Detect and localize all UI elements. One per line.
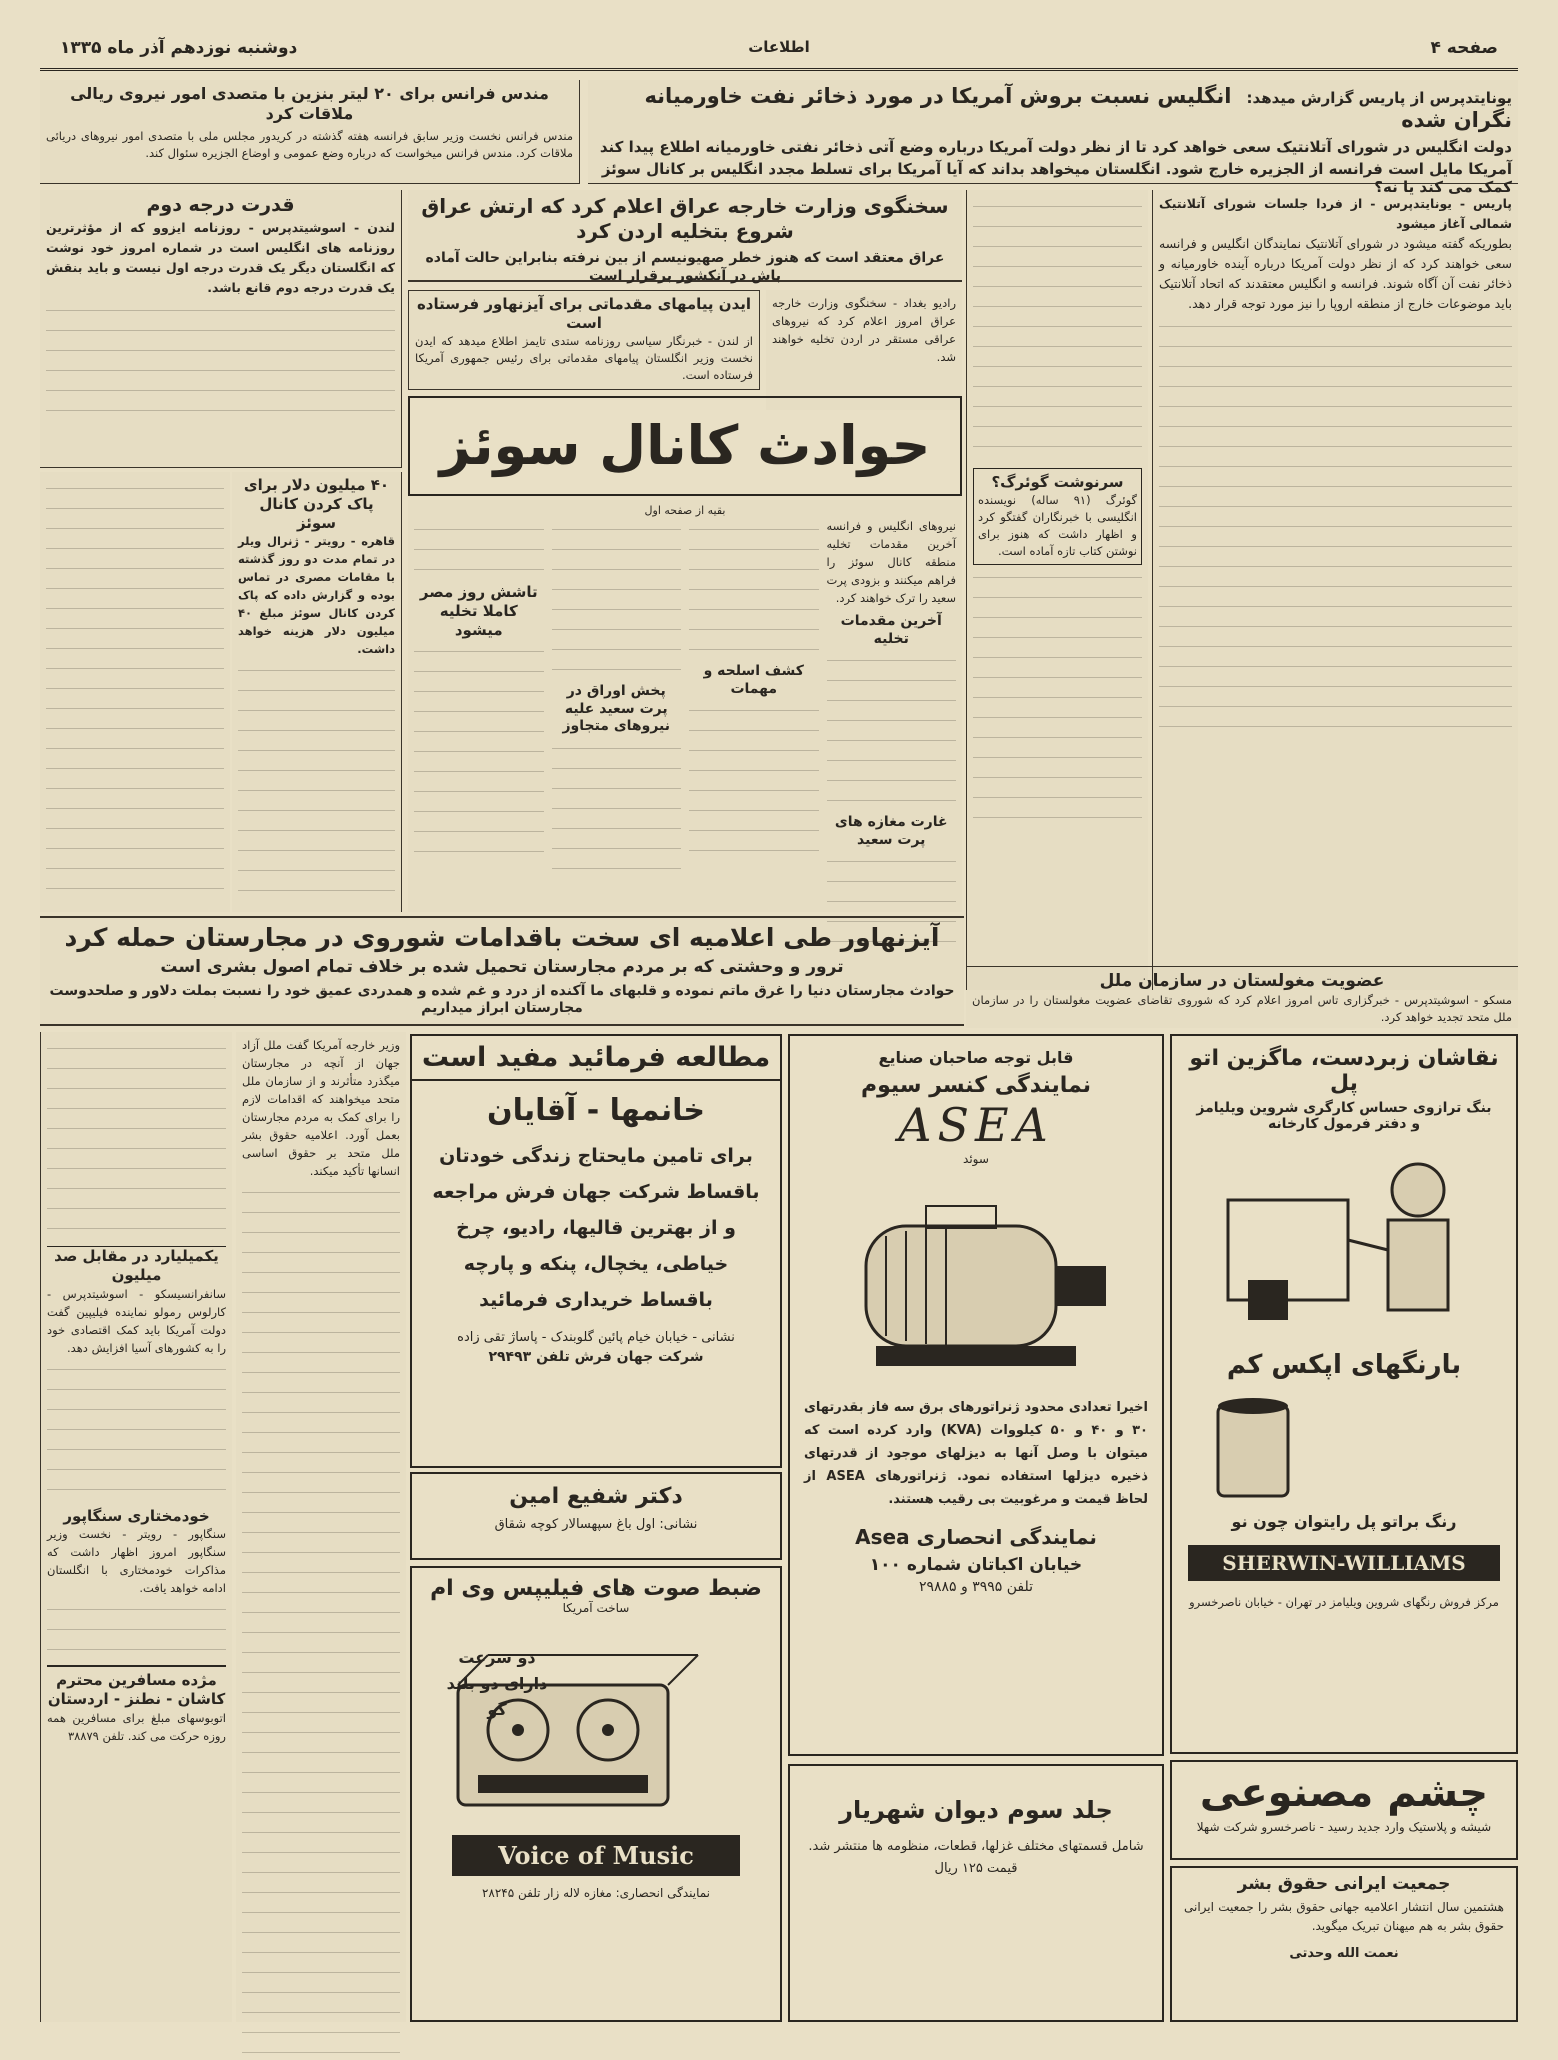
suez-lines-6	[552, 748, 682, 876]
ad-asea	[788, 1034, 1164, 1756]
rights-title: جمعیت ایرانی حقوق بشر	[1237, 1874, 1451, 1894]
ad-human-rights	[1170, 1866, 1518, 2022]
asea-subheader: نمایندگی کنسر سیوم	[861, 1073, 1091, 1098]
iraq-headline: سخنگوی وزارت خارجه عراق اعلام کرد که ارتش عراق شروع بتخلیه اردن کرد	[421, 194, 949, 243]
generator-illustration	[810, 1176, 1142, 1386]
carpets-address: نشانی - خیابان خیام پائین گلوبندک - پاساژ تقی زاده	[457, 1330, 735, 1345]
doctor-address: نشانی: اول باغ سپهسالار کوچه شقاق	[494, 1517, 698, 1532]
top-left-headline: مندس فرانس برای ۲۰ لیتر بنزین با متصدی امور نیروی ریالی ملاقات کرد	[70, 84, 549, 123]
iraq-body-col	[766, 290, 962, 410]
book-title: جلد سوم دیوان شهریار	[839, 1796, 1113, 1824]
center-lower-lines	[242, 1192, 400, 2060]
singapore-headline: خودمختاری سنگاپور	[63, 1506, 210, 1525]
rights-signer: نعمت الله وحدتی	[1289, 1946, 1399, 1961]
asea-brand: ASEA	[898, 1098, 1054, 1152]
un-headline: عضویت مغولستان در سازمان ملل	[1099, 971, 1385, 991]
carpets-body: برای تامین مایحتاج زندگی خودتان باقساط شرکت جهان فرش مراجعه و از بهترین قالیها، رادیو، چرخ خیاطی، یخچال، پنکه و پارچه باقساط خریداری فرمائید	[432, 1145, 760, 1311]
asea-rep: نمایندگی انحصاری Asea	[855, 1525, 1097, 1549]
left-lower-lines-2	[47, 1369, 226, 1497]
suez-sub3: کشف اسلحه و مهمات	[703, 663, 804, 697]
suez-body-text: نیروهای انگلیس و فرانسه آخرین مقدمات تخلیه منطقه کانال سوئز را فراهم میکنند و بزودی پرت سعید را ترک خواهند کرد.	[826, 519, 956, 605]
left-mid-body: قاهره - رویتر - ژنرال ویلر در تمام مدت دو روز گذشته با مقامات مصری در تماس بوده و گزارش داده که پاک کردن کانال سوئز مبلغ ۴۰ میلیون دلار هزینه خواهد داشت.	[238, 534, 395, 657]
left-top-story	[40, 190, 402, 468]
suez-sub2: پخش اوراق در پرت سعید علیه نیروهای متجاوز	[562, 683, 671, 734]
left-lower-column	[40, 1032, 232, 2022]
un-story	[966, 966, 1518, 1028]
ad-eye	[1170, 1760, 1518, 1860]
eden-headline: ایدن پیامهای مقدماتی برای آیزنهاور فرستاده است	[416, 295, 752, 332]
un-body: مسکو - اسوشیتدپرس - خبرگزاری تاس امروز اعلام کرد که شوروی تقاضای عضویت مغولستان را در سازمان ملل متحد تجدید خواهد کرد.	[972, 993, 1512, 1025]
suez-headline-box	[408, 396, 962, 496]
center-lower-body: وزیر خارجه آمریکا گفت ملل آزاد جهان از آنچه در مجارستان میگذرد متأثرند و از سازمان ملل متحد میخواهند که اقدامات لازم را برای کمک به مردم مجارستان بعمل آورد. اعلامیه حقوق بشر ملل متحد بر حقوق اساسی انسانها تأکید میکند.	[242, 1038, 400, 1178]
voice-sub: ساخت آمریکا	[562, 1601, 630, 1615]
eisenhower-sub: ترور و وحشتی که بر مردم مجارستان تحمیل شده بر خلاف تمام اصول بشری است	[160, 957, 844, 978]
left-top-lines	[46, 310, 395, 418]
voice-footer: نمایندگی انحصاری: مغازه لاله زار تلفن ۲۸۲۴۵	[481, 1886, 711, 1900]
asea-body: اخیرا تعدادی محدود ژنراتورهای برق سه فاز بقدرتهای ۳۰ و ۴۰ و ۵۰ کیلووات (KVA) وارد کرده است که میتوان با وصل آنها به دیزلهای موجود از قدرتهای ذخیره دیزلها استفاده نمود. ژنراتورهای ASEA از لحاظ قیمت و مرغوبیت بی رقیب هستند.	[804, 1400, 1148, 1507]
voice-features: دو سرعت دارای دو بلند گو	[446, 1648, 548, 1719]
left-top-body: لندن - اسوشیتدپرس - روزنامه ایزوو که از مؤثرترین روزنامه های انگلیس است در شماره امروز خود نوشت که انگلستان دیگر یک قدرت درجه اول نیست و باید بنقش یک قدرت درجه دوم قانع باشد.	[46, 219, 395, 295]
voice-brand: Voice of Music	[452, 1835, 740, 1876]
eisenhower-story	[40, 916, 964, 1026]
inner-text-lines	[973, 206, 1142, 454]
inner-text-lines-2	[973, 577, 1142, 825]
top-left-body: مندس فرانس نخست وزیر سابق فرانسه هفته گذشته در کریدور مجلس ملی با متصدی امور نیروهای دریائی ملاقات کرد. مندس فرانس میخواست که درباره وضع عمومی و اوضاع الجزیره سئوال کند.	[46, 129, 573, 160]
right-column	[1152, 190, 1518, 990]
date-line: دوشنبه نوزدهم آذر ماه ۱۳۳۵	[60, 38, 298, 58]
paint-brand: SHERWIN-WILLIAMS	[1188, 1545, 1500, 1581]
ad-paint	[1170, 1034, 1518, 1754]
center-lower-column	[236, 1032, 406, 2022]
gorg-body: گوئرگ (۹۱ ساله) نویسنده انگلیسی با خبرنگاران گفتگو کرد و اظهار داشت که هنوز برای نوشتن کتاب تازه آماده است.	[978, 492, 1137, 558]
suez-continued: بقیه از صفحه اول	[644, 504, 726, 517]
paint-title2: بارنگهای اپکس کم	[1226, 1350, 1462, 1380]
banner-sub1: دولت انگلیس در شورای آتلانتیک سعی خواهد کرد تا از نظر دولت آمریکا درباره وضع آتی ذخائر نفتی خاورمیانه اطلاع پیدا کند	[599, 138, 1512, 156]
suez-lines-7	[414, 529, 544, 577]
voice-title: ضبط صوت های فیلیپس وی ام	[430, 1576, 762, 1601]
doctor-title: دکتر شفیع امین	[509, 1484, 683, 1509]
eden-body: از لندن - خبرنگار سیاسی روزنامه ستدی تایمز اطلاع میدهد که ایدن نخست وزیر انگلستان پیامهای مقدماتی برای رئیس جمهوری آمریکا فرستاده است.	[415, 333, 753, 382]
rights-body: هشتمین سال انتشار اعلامیه جهانی حقوق بشر را جمعیت ایرانی حقوق بشر به هم میهنان تبریک میگوید.	[1184, 1900, 1504, 1933]
eye-title: چشم مصنوعی	[1199, 1770, 1489, 1816]
banner-sub2: آمریکا مایل است فرانسه از الجزیره خارج شود. انگلستان میخواهد بداند که آیا آمریکا برای تسلط مجدد انگلیس بر کانال سوئز کمک می کند یا نه؟	[601, 160, 1512, 196]
singapore-body: سنگاپور - رویتر - نخست وزیر سنگاپور امروز اظهار داشت که مذاکرات خودمختاری با انگلستان ادامه خواهد یافت.	[47, 1527, 226, 1596]
left-mid-headline: ۴۰ میلیون دلار برای پاک کردن کانال سوئز	[243, 476, 390, 532]
left-mid-story	[232, 472, 402, 912]
suez-sub4: غارت مغازه های پرت سعید	[834, 814, 948, 848]
suez-lines-1	[827, 660, 957, 808]
suez-lines-5	[552, 529, 682, 677]
gorg-title: سرنوشت گوئرگ؟	[991, 473, 1124, 491]
gorg-box	[973, 468, 1142, 565]
eisenhower-quote: حوادث مجارستان دنیا را غرق ماتم نموده و قلبهای ما آکنده از درد و غم شده و همدردی عمیق خود را نسبت بملت دلاور و صلحدوست مجارستان ابراز میداریم	[49, 982, 955, 1016]
paint-slogan: رنگ براتو پل رایتوان چون نو	[1231, 1512, 1457, 1531]
page-number: صفحه ۴	[1430, 38, 1498, 58]
book-body: شامل قسمتهای مختلف غزلها، قطعات، منظومه ها منتشر شد. قیمت ۱۲۵ ریال	[808, 1839, 1144, 1876]
suez-lines-4	[689, 710, 819, 858]
right-dateline: پاریس - یونایتدپرس - از فردا جلسات شورای آتلانتیک شمالی آغاز میشود	[1159, 196, 1512, 231]
suez-headline: حوادث کانال سوئز	[439, 414, 931, 478]
left-lower-lines-1	[47, 1048, 226, 1236]
ad-book	[788, 1764, 1164, 2022]
eden-box	[408, 290, 760, 390]
suez-body	[408, 500, 962, 912]
top-left-story	[40, 80, 580, 184]
ad-voice-of-music	[410, 1566, 782, 2022]
painter-icon	[1188, 1140, 1496, 1340]
left-mid-cont-lines	[46, 488, 224, 896]
paint-can-icon	[1188, 1386, 1496, 1506]
suez-lines-3	[689, 529, 819, 657]
right-inner-column	[966, 190, 1148, 990]
paint-title: نقاشان زبردست، ماگزین اتو پل	[1189, 1046, 1499, 1096]
carpets-title: خانمها - آقایان	[487, 1093, 705, 1128]
travel-notice-title: مژده مسافرین محترم کاشان - نطنز - اردستان	[47, 1671, 226, 1708]
iraq-body: رادیو بغداد - سخنگوی وزارت خارجه عراق امروز اعلام کرد که نیروهای عراقی مستقر در اردن تخلیه خواهند شد.	[772, 296, 956, 364]
asea-country: سوئد	[963, 1152, 989, 1166]
left-lower-lines-3	[47, 1609, 226, 1657]
paint-can-illustration	[1192, 1386, 1496, 1506]
paint-footer: مرکز فروش رنگهای شروین ویلیامز در تهران - خیابان ناصرخسرو	[1189, 1595, 1499, 1609]
left-top-headline: قدرت درجه دوم	[146, 194, 295, 216]
suez-sub5: تاشش روز مصر کاملا تخلیه میشود	[419, 583, 538, 639]
ad-doctor	[410, 1472, 782, 1560]
paper-name: اطلاعات	[748, 38, 810, 56]
ad-carpets	[410, 1034, 782, 1468]
asea-address: خیابان اکباتان شماره ۱۰۰	[869, 1555, 1083, 1575]
asea-header: قابل توجه صاحبان صنایع	[878, 1048, 1074, 1067]
travel-notice-body: اتوبوسهای مبلغ برای مسافرین همه روزه حرکت می کند. تلفن ۳۸۸۷۹	[47, 1710, 226, 1743]
left-mid-continuation	[40, 472, 230, 912]
left-mid-lines	[238, 670, 395, 898]
eisenhower-headline: آیزنهاور طی اعلامیه ای سخت باقدامات شوروی در مجارستان حمله کرد	[64, 923, 940, 952]
billion-body: سانفرانسیسکو - اسوشیتدپرس - کارلوس رمولو نماینده فیلیپین گفت دولت آمریکا باید کمک اقتصادی خود را به کشورهای آسیا افزایش دهد.	[47, 1286, 226, 1355]
banner-headline: انگلیس نسبت بروش آمریکا در مورد ذخائر نفت خاورمیانه نگران شده	[644, 84, 1512, 132]
suez-lines-8	[414, 651, 544, 859]
travel-notice	[47, 1665, 226, 1745]
paint-sub: بنگ ترازوی حساس کارگری شروین ویلیامز و دفتر فرمول کارخانه	[1196, 1100, 1492, 1132]
carpets-header: مطالعه فرمائید مفید است	[412, 1036, 780, 1081]
tape-recorder-illustration	[442, 1625, 750, 1825]
masthead	[40, 34, 1518, 71]
banner-kicker: یونایتدپرس از پاریس گزارش میدهد:	[1246, 89, 1512, 107]
carpets-company: شرکت جهان فرش تلفن ۲۹۴۹۳	[488, 1349, 704, 1365]
asea-phone: تلفن ۳۹۹۵ و ۲۹۸۸۵	[918, 1579, 1034, 1595]
suez-sub1: آخرین مقدمات تخلیه	[840, 613, 942, 647]
painter-illustration	[1192, 1140, 1496, 1340]
eye-body: شیشه و پلاستیک وارد جدید رسید - ناصرخسرو شرکت شهلا	[1196, 1820, 1492, 1834]
iraq-subhead: عراق معتقد است که هنوز خطر صهیونیسم از بین نرفته بنابراین حالت آماده باش در آنکشور برقرار است	[425, 250, 945, 284]
iraq-story	[408, 190, 962, 282]
billion-headline: یکمیلیارد در مقابل صد میلیون	[47, 1246, 226, 1285]
top-banner	[588, 80, 1518, 196]
right-body: بطوریکه گفته میشود در شورای آتلانتیک نمایندگان انگلیس و فرانسه سعی خواهند کرد که از نظر دولت آمریکا درباره آینده خاورمیانه و ذخائر نفت آن آگاه شوند. فرانسه و انگلیس معتقدند که اتحاد آتلانتیک باید موضوعات خارج از منطقه اروپا را نیز مورد توجه قرار دهد.	[1159, 236, 1512, 311]
right-text-lines	[1159, 326, 1512, 734]
generator-icon	[806, 1176, 1142, 1386]
